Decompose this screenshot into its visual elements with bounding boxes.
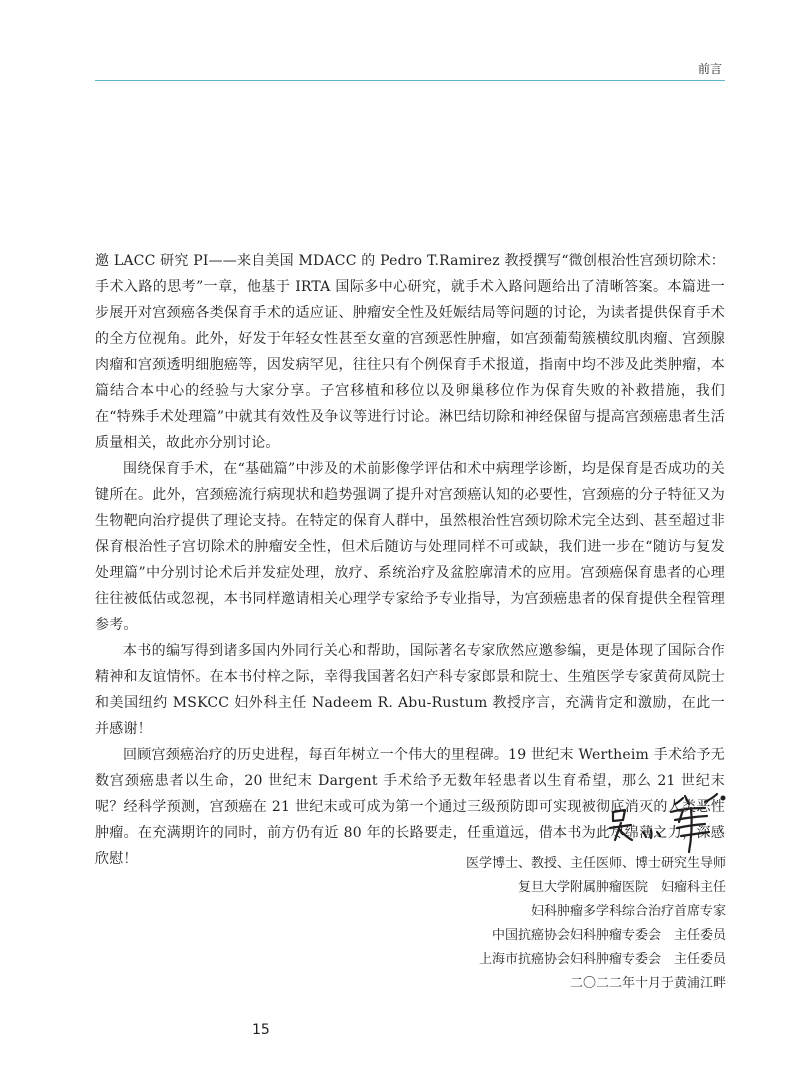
page-number: 15 bbox=[252, 1022, 270, 1038]
affiliation-line: 复旦大学附属肿瘤医院 妇瘤科主任 bbox=[517, 880, 726, 895]
affiliation-line: 上海市抗癌协会妇科肿瘤专委会 主任委员 bbox=[478, 952, 726, 967]
section-label: 前言 bbox=[697, 62, 722, 76]
handwritten-signature bbox=[605, 790, 735, 856]
affiliation-line: 医学博士、教授、主任医师、博士研究生导师 bbox=[465, 856, 726, 871]
preface-body bbox=[95, 248, 725, 872]
author-affiliations bbox=[326, 852, 726, 996]
affiliation-line: 妇科肿瘤多学科综合治疗首席专家 bbox=[530, 904, 726, 919]
signature-drawing bbox=[605, 790, 735, 856]
paragraph: 本书的编写得到诸多国内外同行关心和帮助，国际著名专家欣然应邀参编，更是体现了国际合作精神和友谊情怀。在本书付梓之际，幸得我国著名妇产科专家郎景和院士、生殖医学专家黄荷凤院士和美国纽约 MSKCC 妇外科主任 Nadeem R. Abu-Rustum 教授序言，充满肯定和激励，在此一并感谢！ bbox=[95, 643, 725, 737]
paragraph: 回顾宫颈癌治疗的历史进程，每百年树立一个伟大的里程碑。19 世纪末 Wertheim 手术给予无数宫颈癌患者以生命，20 世纪末 Dargent 手术给予无数年轻患者以生育希望，那么 21 世纪末呢？经科学预测，宫颈癌在 21 世纪末或可成为第一个通过三级预防即可实现被彻底消灭的人类恶性肿瘤。在充满期许的同时，前方仍有近 80 年的长路要走，任重道远，借本书为此尽绵薄之力，深感欣慰！ bbox=[95, 747, 725, 867]
affiliation-line: 中国抗癌协会妇科肿瘤专委会 主任委员 bbox=[491, 928, 726, 943]
date-line: 二〇二二年十月于黄浦江畔 bbox=[569, 976, 726, 991]
paragraph-continued: 邀 LACC 研究 PI——来自美国 MDACC 的 Pedro T.Ramirez 教授撰写“微创根治性宫颈切除术：手术入路的思考”一章，他基于 IRTA 国际多中心研究，就手术入路问题给出了清晰答案。本篇进一步展开对宫颈癌各类保育手术的适应证、肿瘤安全性及妊娠结局等问题的讨论，为读者提供保育手术的全方位视角。此外，好发于年轻女性甚至女童的宫颈恶性肿瘤，如宫颈葡萄簇横纹肌肉瘤、宫颈腺肉瘤和宫颈透明细胞癌等，因发病罕见，往往只有个例保育手术报道，指南中均不涉及此类肿瘤，本篇结合本中心的经验与大家分享。子宫移植和移位以及卵巢移位作为保育失败的补救措施，我们在“特殊手术处理篇”中就其有效性及争议等进行讨论。淋巴结切除和神经保留与提高宫颈癌患者生活质量相关，故此亦分别讨论。 bbox=[95, 253, 725, 451]
paragraph: 围绕保育手术，在“基础篇”中涉及的术前影像学评估和术中病理学诊断，均是保育是否成功的关键所在。此外，宫颈癌流行病现状和趋势强调了提升对宫颈癌认知的必要性，宫颈癌的分子特征又为生物靶向治疗提供了理论支持。在特定的保育人群中，虽然根治性宫颈切除术完全达到、甚至超过非保育根治性子宫切除术的肿瘤安全性，但术后随访与处理同样不可或缺，我们进一步在“随访与复发处理篇”中分别讨论术后并发症处理，放疗、系统治疗及盆腔廓清术的应用。宫颈癌保育患者的心理往往被低估或忽视，本书同样邀请相关心理学专家给予专业指导，为宫颈癌患者的保育提供全程管理参考。 bbox=[95, 461, 725, 633]
header-divider bbox=[95, 80, 725, 81]
